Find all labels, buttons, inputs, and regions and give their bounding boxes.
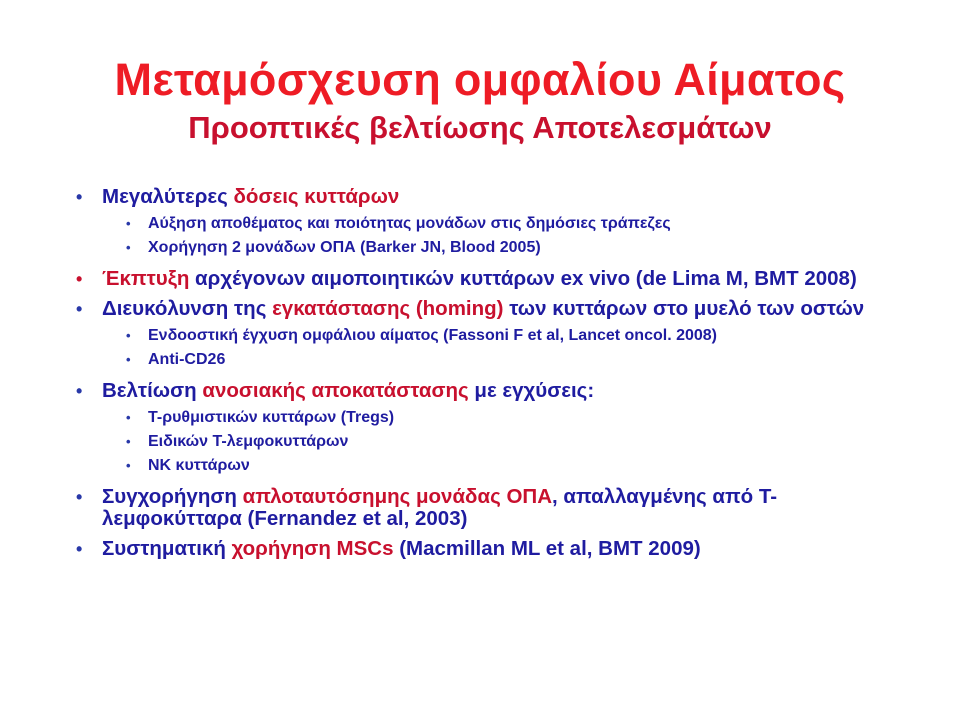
bullet-dot-icon: • [76,539,83,559]
sub-bullet-dot-icon: • [126,458,131,473]
bullet-item [72,268,912,290]
sub-bullet-item [122,454,912,478]
bullet-dot-icon: • [76,299,83,319]
bullet-text-part: Συγχορήγηση [102,485,243,508]
sub-bullet-text: Ενδοοστική έγχυση ομφάλιου αίματος (Fassoni F et al, Lancet oncol. 2008) [148,327,718,344]
sub-bullet-list [102,324,912,372]
bullet-dot-icon: • [76,269,83,289]
bullet-text-part: Συστηματική [102,537,232,560]
sub-bullet-dot-icon: • [126,410,131,425]
bullet-item [72,486,912,530]
sub-bullet-text: Τ-ρυθμιστικών κυττάρων (Tregs) [148,409,395,426]
bullet-list [72,186,912,568]
bullet-text-part: με εγχύσεις: [468,379,595,402]
sub-bullet-text: Ειδικών Τ-λεμφοκυττάρων [148,433,349,450]
bullet-dot-icon: • [76,487,83,507]
bullet-text-part: Μεγαλύτερες [102,185,234,208]
bullet-item [72,538,912,560]
bullet-item [72,298,912,372]
bullet-text-part: απλοταυτόσημης μονάδας ΟΠΑ [242,485,552,508]
sub-bullet-item [122,324,912,348]
sub-bullet-item [122,212,912,236]
bullet-item [72,380,912,478]
bullet-text-part: εγκατάστασης (homing) [272,297,504,320]
bullet-text-part: , απαλλαγμένης από Τ-λεμφοκύτταρα (Fernandez et al, 2003) [102,485,778,530]
bullet-text-part: Βελτίωση [102,379,203,402]
sub-bullet-item [122,348,912,372]
sub-bullet-item [122,236,912,260]
sub-bullet-dot-icon: • [126,240,131,255]
bullet-text-part: ανοσιακής αποκατάστασης [202,379,469,402]
sub-bullet-text: Χορήγηση 2 μονάδων ΟΠΑ (Barker JN, Blood 2005) [148,239,541,256]
sub-bullet-item [122,406,912,430]
bullet-text-part: Έκπτυξη [102,267,196,290]
sub-bullet-dot-icon: • [126,328,131,343]
sub-bullet-dot-icon: • [126,216,131,231]
bullet-text-part: των κυττάρων στο μυελό των οστών [503,297,865,320]
title-block [40,52,920,148]
sub-bullet-dot-icon: • [126,352,131,367]
sub-bullet-text: Anti-CD26 [148,351,226,368]
sub-bullet-list [102,212,912,260]
sub-bullet-text: ΝΚ κυττάρων [148,457,250,474]
sub-bullet-text: Αύξηση αποθέματος και ποιότητας μονάδων στις δημόσιες τράπεζες [148,215,671,232]
slide-subtitle: Προοπτικές βελτίωσης Αποτελεσμάτων [188,110,772,145]
bullet-text-part: αρχέγονων αιμοποιητικών κυττάρων ex vivo (de Lima M, BMT 2008) [195,267,857,290]
bullet-text-part: (Macmillan ML et al, BMT 2009) [393,537,701,560]
sub-bullet-list [102,406,912,478]
bullet-item [72,186,912,260]
bullet-dot-icon: • [76,381,83,401]
bullet-dot-icon: • [76,187,83,207]
bullet-text-part: δόσεις κυττάρων [233,185,400,208]
bullet-text-part: Διευκόλυνση της [102,297,273,320]
bullet-text-part: χορήγηση MSCs [231,537,394,560]
sub-bullet-dot-icon: • [126,434,131,449]
slide-title: Μεταμόσχευση ομφαλίου Αίματος [114,54,846,105]
sub-bullet-item [122,430,912,454]
